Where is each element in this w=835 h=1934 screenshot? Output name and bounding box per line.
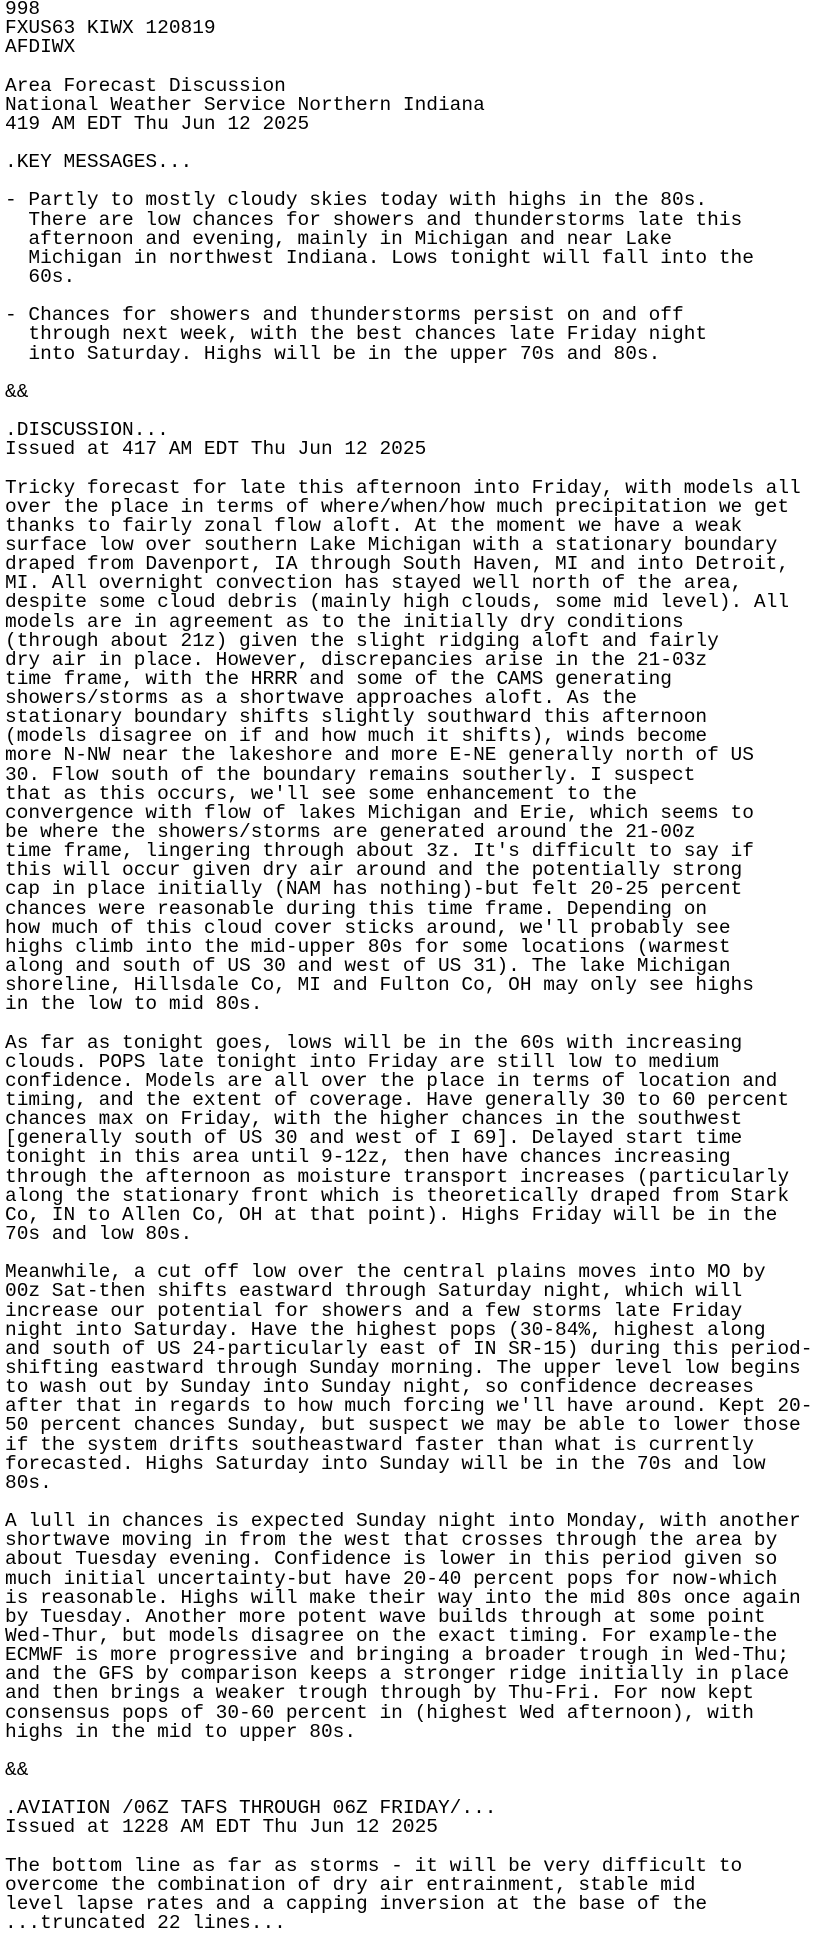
text-line: shortwave moving in from the west that crosses through the area by [5, 1529, 778, 1552]
text-line: [generally south of US 30 and west of I 69]. Delayed start time [5, 1127, 743, 1150]
text-line: stationary boundary shifts slightly southward this afternoon [5, 706, 708, 729]
text-line: consensus pops of 30-60 percent in (highest Wed afternoon), with [5, 1701, 754, 1724]
text-line: and the GFS by comparison keeps a stronger ridge initially in place [5, 1663, 790, 1686]
text-line: Michigan in northwest Indiana. Lows tonight will fall into the [5, 246, 754, 269]
text-line: dry air in place. However, discrepancies arise in the 21-03z [5, 648, 708, 671]
text-line: .AVIATION /06Z TAFS THROUGH 06Z FRIDAY/... [5, 1797, 497, 1820]
text-line [5, 459, 812, 478]
text-line: this will occur given dry air around and the potentially strong [5, 859, 743, 882]
text-line: into Saturday. Highs will be in the upper 70s and 80s. [5, 342, 661, 365]
text-line: Area Forecast Discussion [5, 74, 286, 97]
text-line: - Partly to mostly cloudy skies today with highs in the 80s. [5, 189, 708, 212]
text-line: There are low chances for showers and thunderstorms late this [5, 208, 743, 231]
text-line: && [5, 380, 29, 403]
text-line: 80s. [5, 1471, 52, 1494]
text-line: showers/storms as a shortwave approaches aloft. As the [5, 687, 637, 710]
text-line: Issued at 1228 AM EDT Thu Jun 12 2025 [5, 1816, 438, 1839]
text-line: (through about 21z) given the slight ridging aloft and fairly [5, 629, 719, 652]
forecast-discussion-text [5, 0, 812, 1933]
text-line: after that in regards to how much forcing we'll have around. Kept 20- [5, 1395, 813, 1418]
text-line: Wed-Thur, but models disagree on the exact timing. For example-the [5, 1624, 778, 1647]
text-line: is reasonable. Highs will make their way into the mid 80s once again [5, 1586, 801, 1609]
text-line: 70s and low 80s. [5, 1223, 193, 1245]
text-line: shifting eastward through Sunday morning. The upper level low begins [5, 1356, 801, 1379]
text-line: As far as tonight goes, lows will be in the 60s with increasing [5, 1031, 743, 1054]
text-line: clouds. POPS late tonight into Friday are still low to medium [5, 1050, 719, 1073]
text-line: draped from Davenport, IA through South Haven, MI and into Detroit, [5, 553, 790, 576]
text-line: night into Saturday. Have the highest pops (30-84%, highest along [5, 1318, 766, 1341]
text-line [5, 1014, 812, 1033]
text-line: despite some cloud debris (mainly high clouds, some mid level). All [5, 591, 790, 614]
text-line: && [5, 1758, 29, 1781]
text-line: AFDIWX [5, 36, 76, 59]
text-line: National Weather Service Northern Indiana [5, 93, 485, 116]
text-line: to wash out by Sunday into Sunday night, so confidence decreases [5, 1376, 754, 1399]
text-line [5, 1838, 812, 1857]
text-line: more N-NW near the lakeshore and more E-NE generally north of US [5, 744, 754, 767]
text-line: level lapse rates and a capping inversion at the base of the [5, 1892, 708, 1915]
text-line: A lull in chances is expected Sunday night into Monday, with another [5, 1510, 801, 1533]
text-line [5, 364, 812, 383]
text-line: highs climb into the mid-upper 80s for some locations (warmest [5, 935, 731, 958]
text-line: ...truncated 22 lines... [5, 1912, 286, 1934]
text-line: in the low to mid 80s. [5, 993, 263, 1016]
text-line: be where the showers/storms are generated around the 21-00z [5, 821, 696, 844]
text-line: convergence with flow of lakes Michigan and Erie, which seems to [5, 801, 754, 824]
text-line: models are in agreement as to the initially dry conditions [5, 610, 684, 633]
text-line: timing, and the extent of coverage. Have generally 30 to 60 percent [5, 1089, 790, 1112]
text-line: ECMWF is more progressive and bringing a broader trough in Wed-Thu; [5, 1644, 790, 1667]
text-line: increase our potential for showers and a few storms late Friday [5, 1299, 743, 1322]
text-line: Meanwhile, a cut off low over the central plains moves into MO by [5, 1261, 766, 1284]
text-line: over the place in terms of where/when/how much precipitation we get [5, 495, 790, 518]
text-line: much initial uncertainty-but have 20-40 percent pops for now-which [5, 1567, 778, 1590]
text-line: how much of this cloud cover sticks around, we'll probably see [5, 916, 731, 939]
text-line: overcome the combination of dry air entrainment, stable mid [5, 1873, 696, 1896]
text-line: .KEY MESSAGES... [5, 151, 193, 174]
text-line: along the stationary front which is theoretically draped from Stark [5, 1184, 790, 1207]
text-line: MI. All overnight convection has stayed well north of the area, [5, 572, 743, 595]
text-line: time frame, with the HRRR and some of the CAMS generating [5, 667, 673, 690]
text-line: by Tuesday. Another more potent wave builds through at some point [5, 1605, 766, 1628]
text-line: if the system drifts southeastward faster than what is currently [5, 1433, 754, 1456]
text-line: that as this occurs, we'll see some enhancement to the [5, 782, 637, 805]
text-line [5, 57, 812, 76]
text-line: through the afternoon as moisture transport increases (particularly [5, 1165, 790, 1188]
text-line: - Chances for showers and thunderstorms persist on and off [5, 304, 684, 327]
text-line: 60s. [5, 265, 76, 288]
text-line: tonight in this area until 9-12z, then have chances increasing [5, 1146, 731, 1169]
text-line: 00z Sat-then shifts eastward through Saturday night, which will [5, 1280, 743, 1303]
text-line: Tricky forecast for late this afternoon into Friday, with models all [5, 476, 801, 499]
text-line: chances max on Friday, with the higher chances in the southwest [5, 1108, 743, 1131]
text-line: 419 AM EDT Thu Jun 12 2025 [5, 112, 310, 135]
text-line: confidence. Models are all over the place in terms of location and [5, 1069, 778, 1092]
text-line: surface low over southern Lake Michigan with a stationary boundary [5, 533, 778, 556]
text-line: Issued at 417 AM EDT Thu Jun 12 2025 [5, 438, 427, 461]
text-line [5, 1742, 812, 1761]
text-line: FXUS63 KIWX 120819 [5, 17, 216, 40]
text-line: (models disagree on if and how much it shifts), winds become [5, 725, 708, 748]
text-line: time frame, lingering through about 3z. It's difficult to say if [5, 840, 754, 863]
text-line: 30. Flow south of the boundary remains southerly. I suspect [5, 763, 696, 786]
text-line: .DISCUSSION... [5, 419, 169, 442]
text-line: about Tuesday evening. Confidence is lower in this period given so [5, 1548, 778, 1571]
text-line: 998 [5, 0, 41, 20]
text-line: highs in the mid to upper 80s. [5, 1720, 357, 1743]
text-line: chances were reasonable during this time frame. Depending on [5, 897, 708, 920]
text-line: Co, IN to Allen Co, OH at that point). Highs Friday will be in the [5, 1203, 778, 1226]
text-line: The bottom line as far as storms - it will be very difficult to [5, 1854, 743, 1877]
text-line: along and south of US 30 and west of US 31). The lake Michigan [5, 955, 731, 978]
text-line: through next week, with the best chances late Friday night [5, 323, 708, 346]
text-line: and south of US 24-particularly east of IN SR-15) during this period- [5, 1337, 813, 1360]
text-line: afternoon and evening, mainly in Michigan and near Lake [5, 227, 673, 250]
text-line: and then brings a weaker trough through by Thu-Fri. For now kept [5, 1682, 754, 1705]
text-line: cap in place initially (NAM has nothing)-but felt 20-25 percent [5, 878, 743, 901]
text-line: 50 percent chances Sunday, but suspect we may be able to lower those [5, 1414, 801, 1437]
text-line: shoreline, Hillsdale Co, MI and Fulton Co, OH may only see highs [5, 974, 754, 997]
text-line: forecasted. Highs Saturday into Sunday will be in the 70s and low [5, 1452, 766, 1475]
text-line: thanks to fairly zonal flow aloft. At the moment we have a weak [5, 514, 743, 537]
